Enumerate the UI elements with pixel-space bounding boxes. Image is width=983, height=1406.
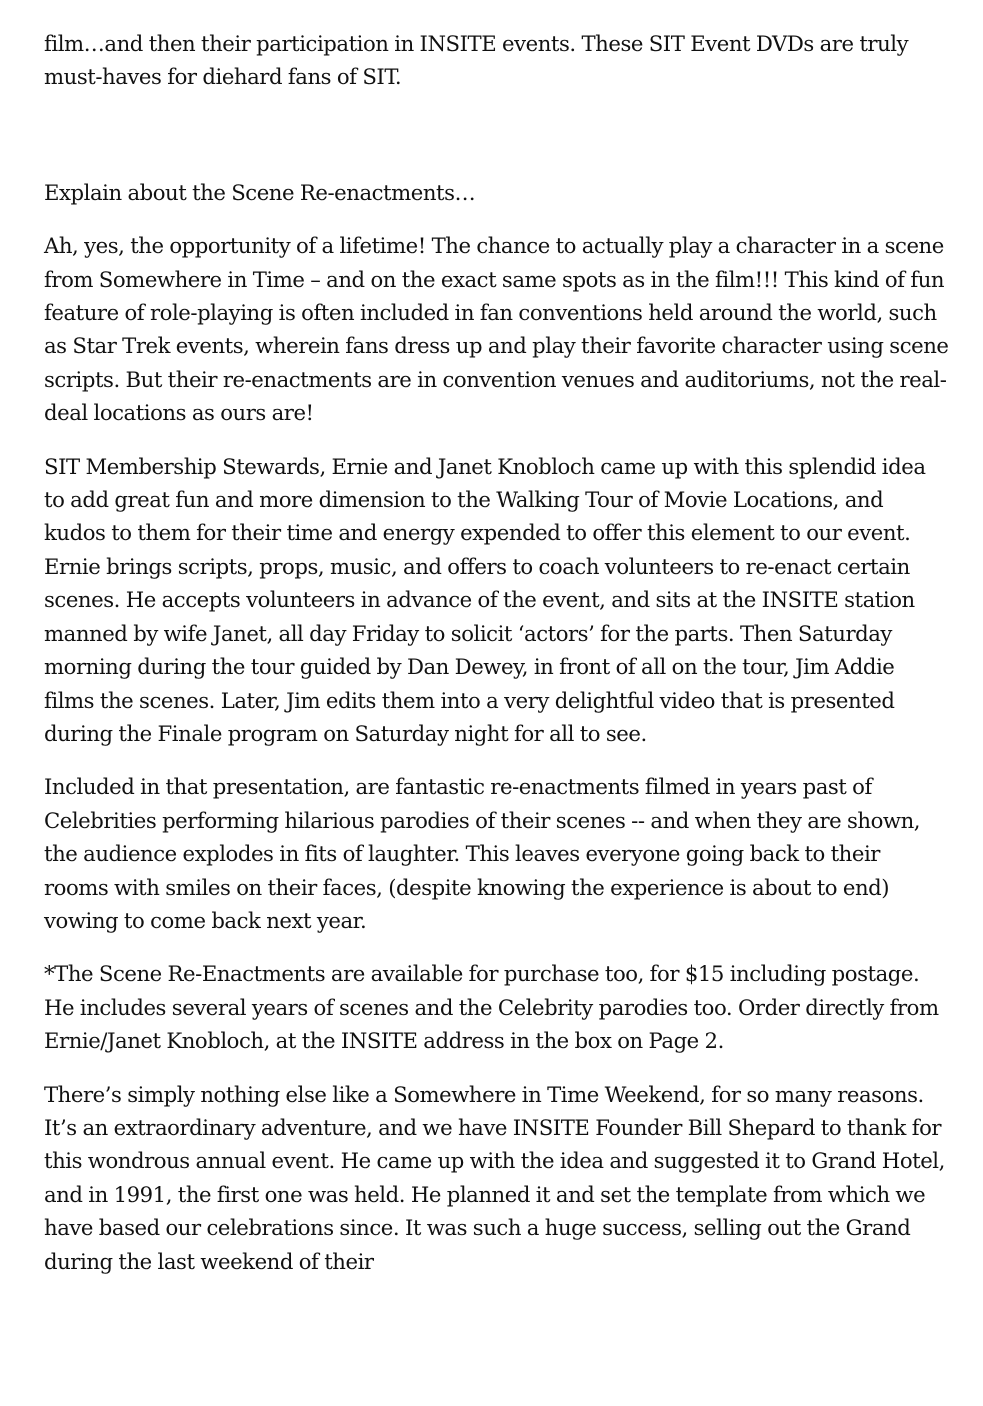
paragraph-sit-weekend: There’s simply nothing else like a Somewhere in Time Weekend, for so many reasons. It’s an extraordinary adventure, and we have INSITE Founder Bill Shepard to thank for this wondrous annual event. He came up with the idea and suggested it to Grand Hotel, and in 1991, the first one was held. He planned it and set the template from which we have based our celebrations since. It was such a huge success, selling out the Grand during the last weekend of their [44,1081,945,1274]
paragraph-purchase-info: *The Scene Re-Enactments are available for purchase too, for $15 including postage. He includes several years of scenes and the Celebrity parodies too. Order directly from Ernie/Janet Knobloch, at the INSITE address in the box on Page 2. [44,961,939,1054]
paragraph-membership-stewards: SIT Membership Stewards, Ernie and Janet Knobloch came up with this splendid idea to add great fun and more dimension to the Walking Tour of Movie Locations, and kudos to them for their time and energy expended to offer this element to our event. Ernie brings scripts, props, music, and offers to coach volunteers to re-enact certain scenes. He accepts volunteers in advance of the event, and sits at the INSITE station manned by wife Janet, all day Friday to solicit ‘actors’ for the parts. Then Saturday morning during the tour guided by Dan Dewey, in front of all on the tour, Jim Addie films the scenes. Later, Jim edits them into a very delightful video that is presented during the Finale program on Saturday night for all to see. [44,453,926,746]
paragraph-opportunity: Ah, yes, the opportunity of a lifetime! The chance to actually play a character in a scene from Somewhere in Time – and on the exact same spots as in the film!!! This kind of fun feature of role-playing is often included in fan conventions held around the world, such as Star Trek events, wherein fans dress up and play their favorite character using scene scripts. But their re-enactments are in convention venues and auditoriums, not the real-deal locations as ours are! [44,233,949,426]
document-page [44,27,949,1278]
paragraph-celebrity-parodies: Included in that presentation, are fantastic re-enactments filmed in years past of Celebrities performing hilarious parodies of their scenes -- and when they are shown, the audience explodes in fits of laughter. This leaves everyone going back to their rooms with smiles on their faces, (despite knowing the experience is about to end) vowing to come back next year. [44,774,921,933]
section-heading-scene-reenactments: Explain about the Scene Re-enactments… [44,179,476,205]
paragraph-dvd-intro: film…and then their participation in INSITE events. These SIT Event DVDs are truly must-haves for diehard fans of SIT. [44,31,909,90]
